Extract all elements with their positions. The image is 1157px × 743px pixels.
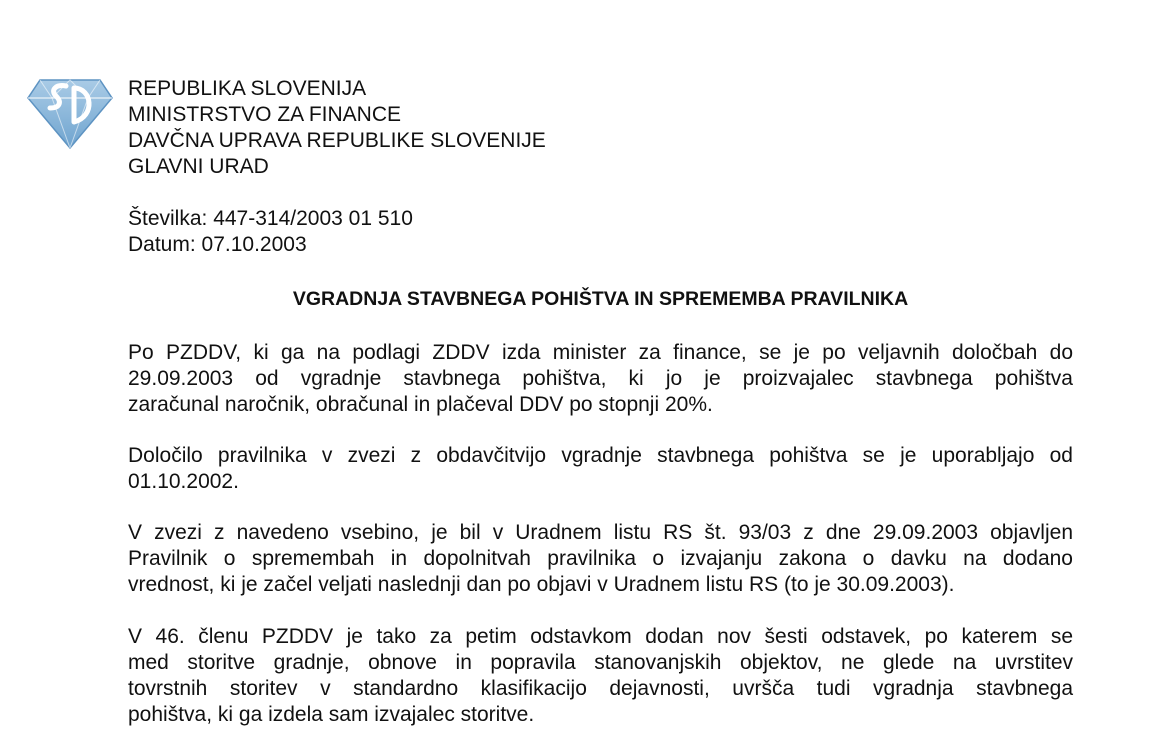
document-title: VGRADNJA STAVBNEGA POHIŠTVA IN SPREMEMBA PRAVILNIKA: [292, 288, 909, 310]
institution-header: [128, 76, 546, 180]
paragraph-line: 29.09.2003 od vgradnje stavbnega pohištva, ki jo je proizvajalec stavbnega pohištva: [128, 367, 1073, 390]
paragraph-line: zaračunal naročnik, obračunal in plačeval DDV po stopnji 20%.: [128, 393, 713, 416]
paragraph-line: vrednost, ki je začel veljati naslednji dan po objavi v Uradnem listu RS (to je 30.09.2003).: [128, 573, 955, 596]
paragraph-2: [128, 443, 1073, 495]
paragraph-line: Določilo pravilnika v zvezi z obdavčitvijo vgradnje stavbnega pohištva se je uporabljajo od: [128, 444, 1073, 467]
paragraph-line: V zvezi z navedeno vsebino, je bil v Uradnem listu RS št. 93/03 z dne 29.09.2003 objavljen: [128, 521, 1073, 544]
paragraph-3: [128, 520, 1073, 598]
paragraph-line: med storitve gradnje, obnove in popravila stanovanjskih objektov, ne glede na uvrstitev: [128, 651, 1073, 674]
sd-logo-icon: [26, 76, 114, 150]
header-line-tax-office: DAVČNA UPRAVA REPUBLIKE SLOVENIJE: [128, 129, 546, 152]
header-line-republic: REPUBLIKA SLOVENIJA: [128, 77, 367, 100]
paragraph-1: [128, 340, 1073, 418]
document-number: Številka: 447-314/2003 01 510: [128, 207, 413, 230]
paragraph-line: pohištva, ki ga izdela sam izvajalec storitve.: [128, 703, 535, 726]
paragraph-line: V 46. členu PZDDV je tako za petim odstavkom dodan nov šesti odstavek, po katerem se: [128, 625, 1073, 648]
header-line-main-office: GLAVNI URAD: [128, 155, 269, 178]
paragraph-line: Pravilnik o spremembah in dopolnitvah pravilnika o izvajanju zakona o davku na dodano: [128, 547, 1073, 570]
paragraph-line: 01.10.2002.: [128, 470, 239, 493]
document-meta: [128, 206, 413, 258]
paragraph-line: Po PZDDV, ki ga na podlagi ZDDV izda minister za finance, se je po veljavnih določbah do: [128, 341, 1073, 364]
header-line-ministry: MINISTRSTVO ZA FINANCE: [128, 103, 402, 126]
paragraph-4: [128, 624, 1073, 728]
document-date: Datum: 07.10.2003: [128, 233, 307, 256]
paragraph-line: tovrstnih storitev v standardno klasifikacijo dejavnosti, uvršča tudi vgradnja stavbnega: [128, 677, 1073, 700]
